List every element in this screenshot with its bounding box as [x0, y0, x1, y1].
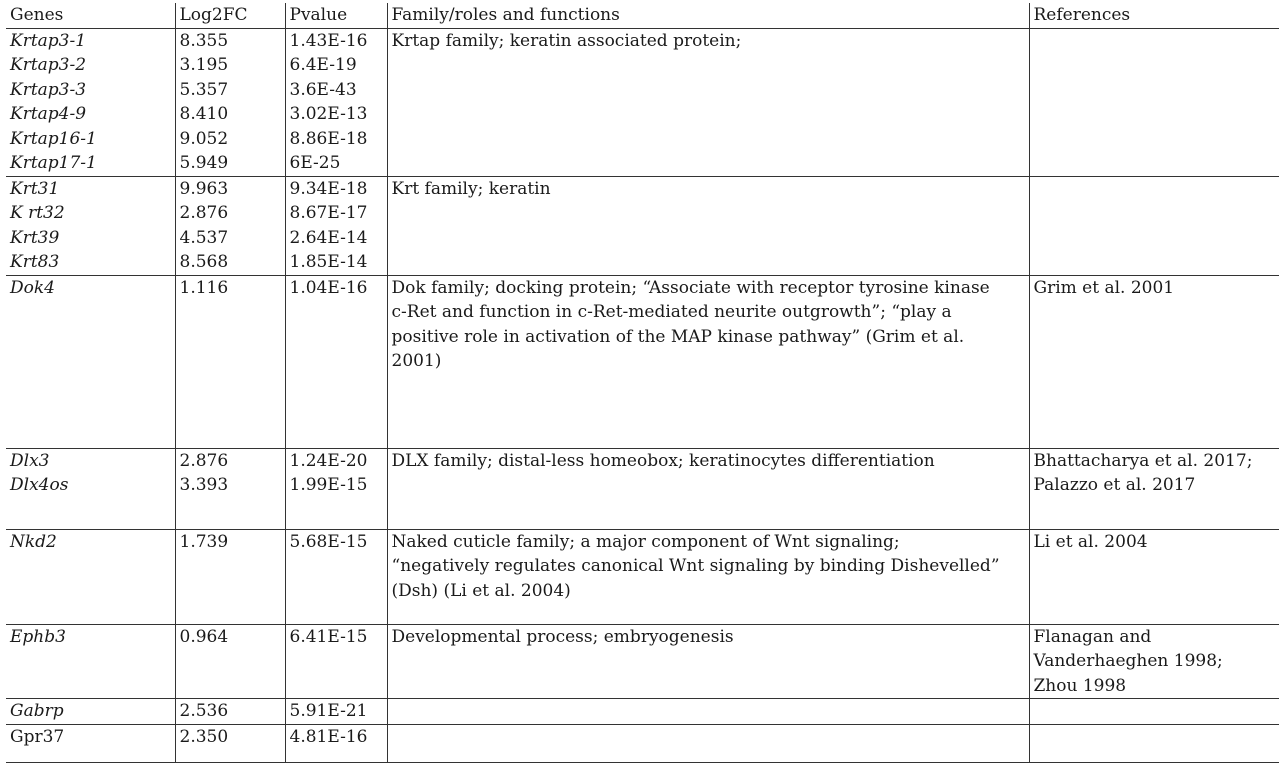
log2fc-value: 2.876	[179, 203, 229, 223]
function-line: (Dsh) (Li et al. 2004)	[391, 580, 571, 601]
function-line: Dok family; docking protein; “Associate with receptor tyrosine kinase	[391, 277, 990, 298]
gene-name: Ephb3	[10, 626, 66, 647]
function-cell	[387, 699, 1029, 725]
gene-name: Gabrp	[10, 701, 64, 721]
log2fc-value: 8.568	[179, 252, 229, 272]
pvalue-value: 3.02E-13	[289, 104, 368, 124]
genes-cell	[6, 724, 175, 762]
header-log2fc: Log2FC	[175, 3, 285, 28]
pvalue-value: 4.81E-16	[289, 726, 368, 747]
pvalue-value: 1.24E-20	[289, 450, 368, 471]
genes-cell	[6, 275, 175, 448]
pvalue-cell	[285, 724, 387, 762]
log2fc-cell	[175, 275, 285, 448]
function-line: c-Ret and function in c-Ret-mediated neurite outgrowth”; “play a	[391, 302, 952, 322]
log2fc-value: 1.116	[179, 277, 229, 298]
pvalue-cell	[285, 529, 387, 624]
pvalue-value: 8.67E-17	[289, 203, 368, 223]
table-row	[6, 724, 1279, 762]
log2fc-cell	[175, 176, 285, 275]
pvalue-value: 6.4E-19	[289, 55, 357, 75]
header-function: Family/roles and functions	[387, 3, 1029, 28]
reference-line: Zhou 1998	[1033, 675, 1127, 696]
log2fc-value: 2.876	[179, 450, 229, 471]
log2fc-value: 3.195	[179, 55, 229, 75]
reference-line: Flanagan and	[1033, 626, 1152, 647]
pvalue-value: 6.41E-15	[289, 626, 368, 647]
gene-name: Krtap3-2	[10, 55, 87, 75]
reference-line: Bhattacharya et al. 2017;	[1033, 450, 1253, 471]
gene-name: Krtap3-1	[10, 30, 87, 51]
genes-cell	[6, 699, 175, 725]
references-cell	[1029, 724, 1279, 762]
reference-line: Vanderhaeghen 1998;	[1033, 651, 1223, 671]
table-row	[6, 275, 1279, 448]
table-row	[6, 28, 1279, 176]
pvalue-cell	[285, 448, 387, 529]
pvalue-cell	[285, 275, 387, 448]
gene-name: Krtap4-9	[10, 104, 87, 124]
genes-cell	[6, 529, 175, 624]
function-cell	[387, 448, 1029, 529]
references-cell	[1029, 28, 1279, 176]
log2fc-value: 8.410	[179, 104, 229, 124]
genes-cell	[6, 448, 175, 529]
gene-name: Dok4	[10, 277, 55, 298]
function-cell	[387, 724, 1029, 762]
pvalue-value: 5.68E-15	[289, 531, 368, 552]
reference-line: Li et al. 2004	[1033, 531, 1148, 552]
log2fc-value: 5.949	[179, 153, 229, 173]
function-line: DLX family; distal-less homeobox; keratinocytes differentiation	[391, 450, 935, 471]
log2fc-cell	[175, 724, 285, 762]
log2fc-value: 9.052	[179, 128, 229, 149]
gene-name: Dlx3	[10, 450, 50, 471]
gene-name: Dlx4os	[10, 475, 69, 495]
log2fc-value: 8.355	[179, 30, 229, 51]
function-line: Krt family; keratin	[391, 178, 551, 199]
function-cell	[387, 529, 1029, 624]
pvalue-cell	[285, 176, 387, 275]
gene-table	[6, 3, 1279, 763]
gene-name: Krtap17-1	[10, 153, 97, 173]
pvalue-value: 1.85E-14	[289, 252, 368, 272]
gene-name: Krtap16-1	[10, 128, 97, 149]
function-line: 2001)	[391, 351, 442, 371]
references-cell	[1029, 275, 1279, 448]
reference-line: Grim et al. 2001	[1033, 277, 1175, 298]
gene-name: Krtap3-3	[10, 79, 87, 100]
log2fc-cell	[175, 28, 285, 176]
log2fc-cell	[175, 529, 285, 624]
pvalue-value: 9.34E-18	[289, 178, 368, 199]
pvalue-value: 8.86E-18	[289, 128, 368, 149]
genes-cell	[6, 624, 175, 699]
pvalue-cell	[285, 624, 387, 699]
table-row	[6, 699, 1279, 725]
log2fc-value: 5.357	[179, 79, 229, 100]
references-cell	[1029, 699, 1279, 725]
function-cell	[387, 624, 1029, 699]
log2fc-value: 2.536	[179, 701, 229, 721]
gene-name: Krt39	[10, 227, 60, 248]
function-line: Krtap family; keratin associated protein;	[391, 30, 742, 51]
table-row	[6, 624, 1279, 699]
log2fc-cell	[175, 699, 285, 725]
header-references: References	[1029, 3, 1279, 28]
pvalue-value: 6E-25	[289, 153, 341, 173]
function-line: positive role in activation of the MAP kinase pathway” (Grim et al.	[391, 326, 965, 347]
table-row	[6, 448, 1279, 529]
log2fc-cell	[175, 448, 285, 529]
gene-name: Krt31	[10, 178, 60, 199]
function-cell	[387, 176, 1029, 275]
references-cell	[1029, 176, 1279, 275]
function-line: Naked cuticle family; a major component of Wnt signaling;	[391, 531, 900, 552]
log2fc-value: 3.393	[179, 475, 229, 495]
pvalue-value: 1.04E-16	[289, 277, 368, 298]
pvalue-cell	[285, 699, 387, 725]
log2fc-value: 0.964	[179, 626, 229, 647]
function-cell	[387, 275, 1029, 448]
log2fc-value: 1.739	[179, 531, 229, 552]
genes-cell	[6, 176, 175, 275]
header-row	[6, 3, 1279, 28]
gene-name: K rt32	[10, 203, 65, 223]
log2fc-value: 2.350	[179, 726, 229, 747]
reference-line: Palazzo et al. 2017	[1033, 475, 1196, 495]
table-row	[6, 176, 1279, 275]
function-cell	[387, 28, 1029, 176]
pvalue-value: 3.6E-43	[289, 79, 357, 100]
log2fc-value: 4.537	[179, 227, 229, 248]
pvalue-value: 1.99E-15	[289, 475, 368, 495]
references-cell	[1029, 448, 1279, 529]
table-row	[6, 529, 1279, 624]
references-cell	[1029, 529, 1279, 624]
genes-cell	[6, 28, 175, 176]
pvalue-value: 5.91E-21	[289, 701, 368, 721]
references-cell	[1029, 624, 1279, 699]
gene-name: Gpr37	[10, 726, 65, 747]
pvalue-value: 2.64E-14	[289, 227, 368, 248]
header-genes: Genes	[6, 3, 175, 28]
pvalue-cell	[285, 28, 387, 176]
log2fc-value: 9.963	[179, 178, 229, 199]
log2fc-cell	[175, 624, 285, 699]
gene-name: Krt83	[10, 252, 60, 272]
function-line: Developmental process; embryogenesis	[391, 626, 734, 647]
header-pvalue: Pvalue	[285, 3, 387, 28]
function-line: “negatively regulates canonical Wnt signaling by binding Dishevelled”	[391, 556, 1000, 576]
gene-name: Nkd2	[10, 531, 57, 552]
pvalue-value: 1.43E-16	[289, 30, 368, 51]
